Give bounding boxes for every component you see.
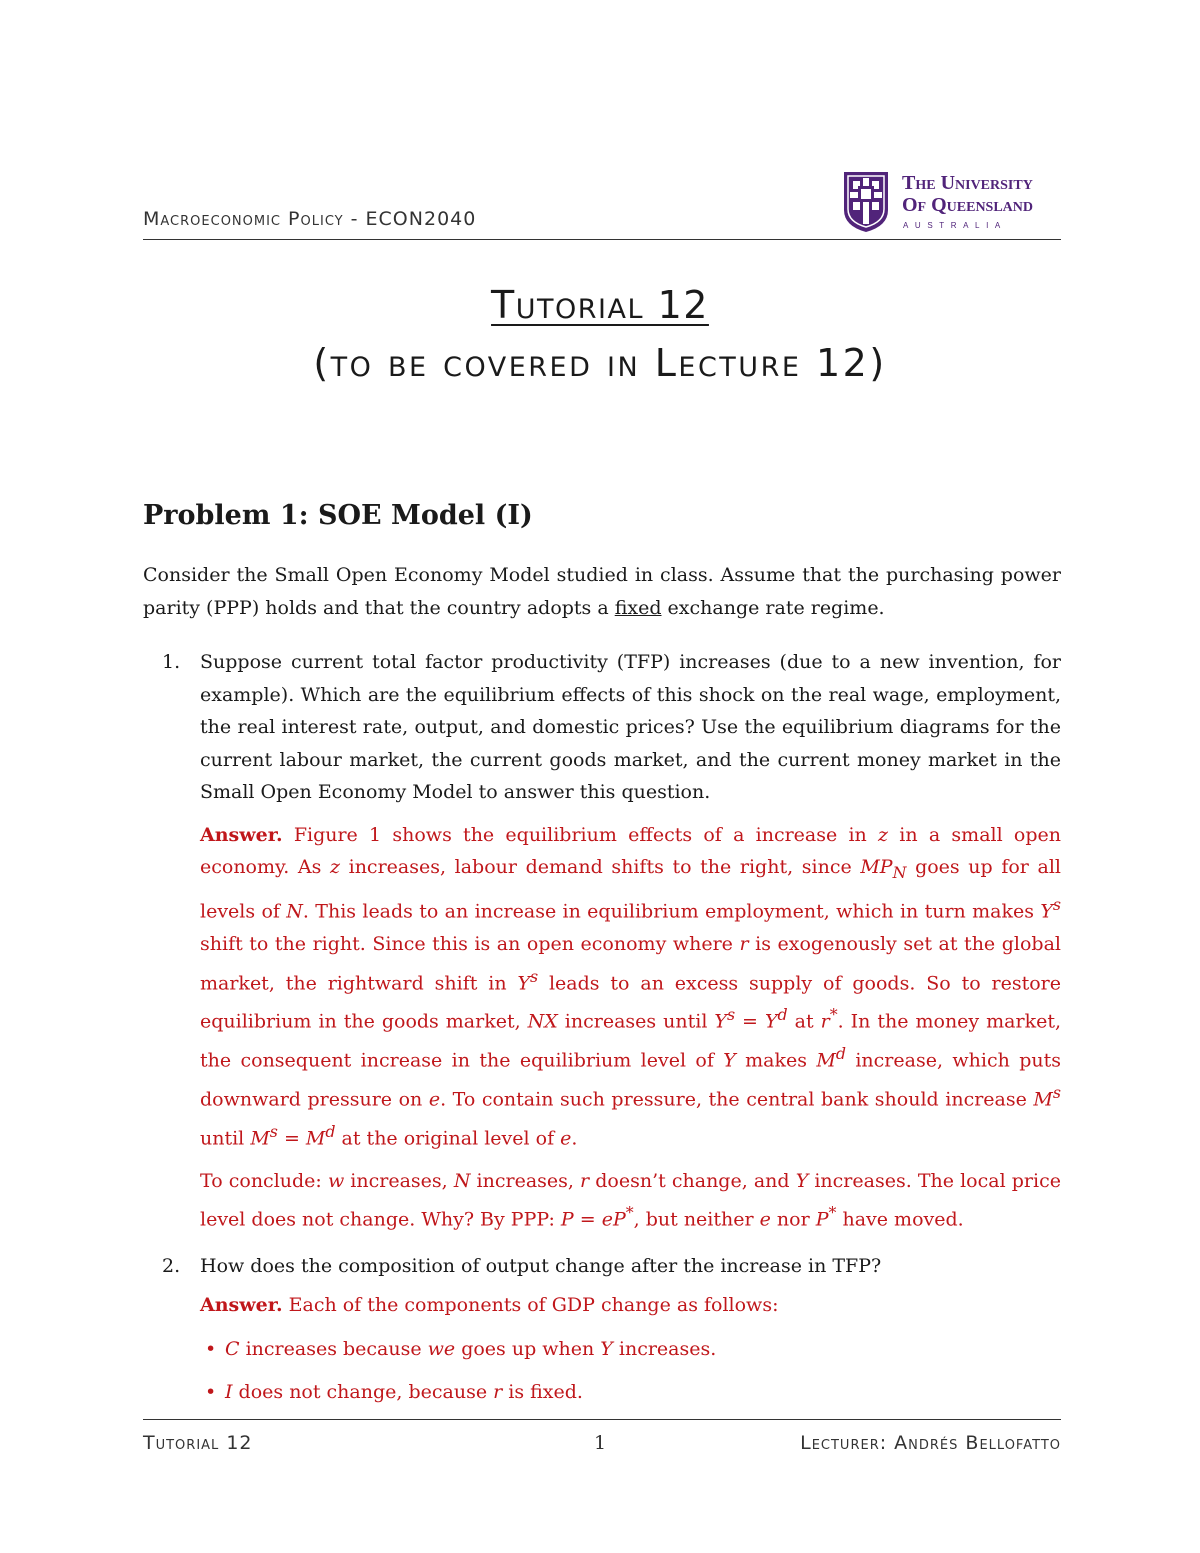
answer-label: Answer. (200, 823, 283, 846)
logo-text-line2: Of Queensland (902, 194, 1034, 216)
page-number: 1 (593, 1432, 607, 1454)
answer-label: Answer. (200, 1293, 283, 1316)
title-block (0, 283, 1200, 385)
page-subtitle: (to be covered in Lecture 12) (313, 341, 887, 385)
question-text: Suppose current total factor productivity (TFP) increases (due to a new invention, for example). Which are the equilibrium effects of this shock on the real wage, employment, the real interest rate, output, and domestic prices? Use the equilibrium diagrams for the current labour market, the current goods market, and the current money market in the Small Open Economy Model to answer this question. (200, 651, 1061, 803)
question-number: 1. (162, 651, 181, 673)
footer-rule (143, 1419, 1061, 1420)
document-body (143, 500, 1061, 1422)
university-logo (842, 170, 1062, 238)
answer-paragraph: Answer. Each of the components of GDP change as follows: (200, 1293, 779, 1316)
underlined-word: fixed (614, 596, 662, 619)
problem-intro: Consider the Small Open Economy Model studied in class. Assume that the purchasing power parity (PPP) holds and that the country adopts a fixed exchange rate regime. (143, 564, 1061, 619)
running-header: Macroeconomic Policy - ECON2040 (143, 208, 477, 230)
list-item: • I does not change, because r is fixed. (200, 1376, 1061, 1409)
logo-text-line1: The University (902, 172, 1033, 194)
question-item (143, 1250, 1061, 1408)
logo-text-line3: AUSTRALIA (903, 221, 1007, 230)
university-crest-icon (842, 170, 890, 234)
answer-paragraph: Answer. Figure 1 shows the equilibrium effects of a increase in z in a small open economy. As z increases, labour demand shifts to the right, since $MP_N$ goes up for all levels of N. This leads to an increase in equilibrium employment, which in turn makes $Y^s$ shift to the right. Since this is an open economy where r is exogenously set at the global market, the rightward shift in $Y^s$ leads to an excess supply of goods. So to restore equilibrium in the goods market, NX increases until $Y^s = Y^d$ at r*. In the money market, the consequent increase in the equilibrium level of Y makes $M^d$ increase, which puts downward pressure on e. To contain such pressure, the central bank should increase $M^s$ until $M^s = M^d$ at the original level of e. (200, 823, 1062, 1150)
question-number: 2. (162, 1255, 181, 1278)
list-item: • C increases because we goes up when Y increases. (200, 1333, 1061, 1366)
question-item (143, 646, 1061, 1236)
page-title: Tutorial 12 (491, 283, 709, 327)
header-rule (143, 239, 1061, 240)
footer-right: Lecturer: Andrés Bellofatto (800, 1432, 1061, 1454)
conclusion-paragraph: To conclude: w increases, N increases, r doesn’t change, and Y increases. The local price level does not change. Why? By PPP: P = eP*, but neither e nor P* have moved. (200, 1169, 1061, 1231)
answer-bullet-list (200, 1333, 1061, 1408)
question-text: How does the composition of output change after the increase in TFP? (200, 1255, 882, 1278)
footer-left: Tutorial 12 (143, 1432, 253, 1454)
problem-heading: Problem 1: SOE Model (I) (143, 500, 533, 531)
